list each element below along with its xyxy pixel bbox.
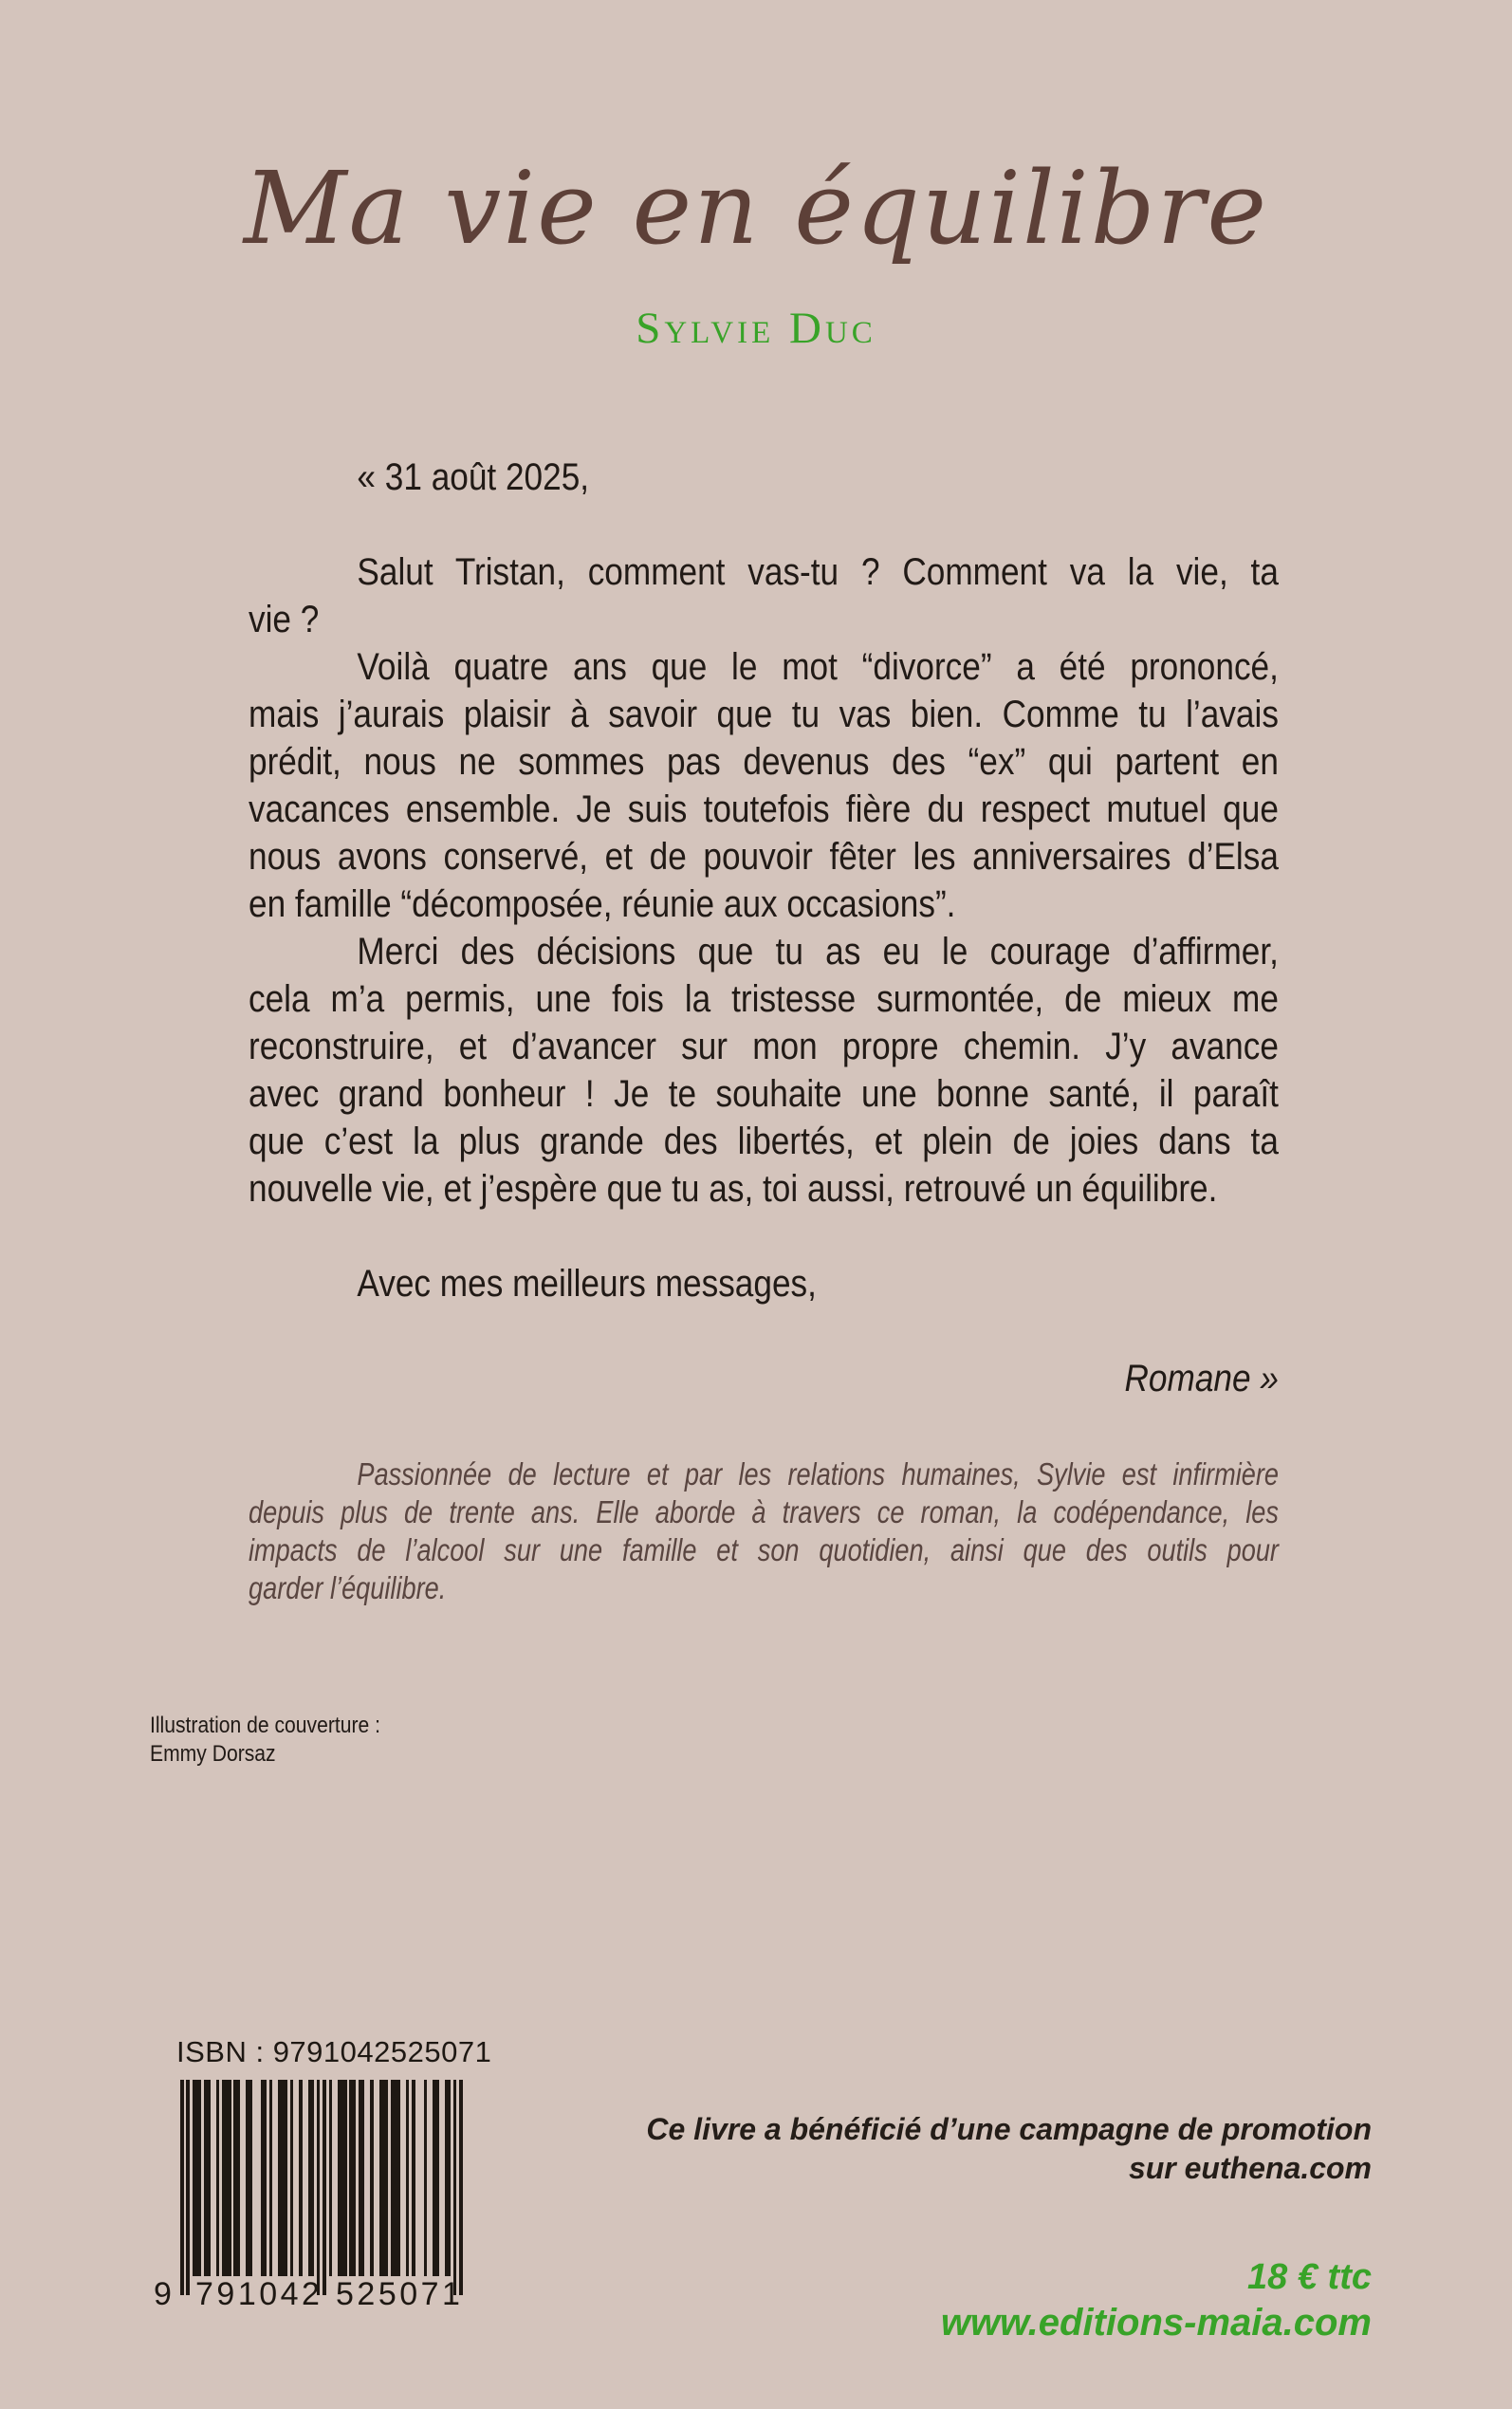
paragraph-gap <box>249 501 1279 548</box>
letter-line: Romane » <box>1124 1358 1279 1399</box>
barcode-bar <box>180 2080 184 2295</box>
letter-line: nous avons conservé, et de pouvoir fêter les anniversaires d’Elsa <box>249 836 1279 878</box>
barcode-digits-right: 525071 <box>336 2276 464 2312</box>
promo-note <box>646 2110 1372 2188</box>
isbn-text: ISBN : 9791042525071 <box>176 2035 492 2068</box>
barcode-bar <box>264 2080 267 2276</box>
barcode-bar <box>198 2080 202 2276</box>
bio-line: garder l’équilibre. <box>249 1570 447 1605</box>
barcode-digits-left: 791042 <box>195 2276 323 2312</box>
letter-text <box>249 454 1279 1402</box>
barcode-bar <box>329 2080 333 2276</box>
bio-line: impacts de l’alcool sur une famille et son quotidien, ainsi que des outils pour <box>249 1532 1279 1567</box>
letter-line: Avec mes meilleurs messages, <box>357 1263 817 1305</box>
barcode-bar <box>435 2080 439 2276</box>
barcode-bar <box>323 2080 326 2295</box>
promo-line: Ce livre a bénéficié d’une campagne de promotion <box>646 2112 1372 2146</box>
ean-barcode <box>154 2080 464 2313</box>
illustration-credit-label: Illustration de couverture : <box>150 1713 381 1738</box>
barcode-bar <box>285 2080 288 2276</box>
barcode-bar <box>290 2080 294 2276</box>
bio-line: Passionnée de lecture et par les relations humaines, Sylvie est infirmière <box>357 1456 1279 1492</box>
barcode-bar <box>459 2080 463 2295</box>
letter-line: « 31 août 2025, <box>357 456 590 498</box>
barcode-digit-first: 9 <box>154 2276 172 2312</box>
letter-line: Voilà quatre ans que le mot “divorce” a été prononcé, <box>357 646 1279 688</box>
barcode-bars <box>180 2080 463 2296</box>
barcode-bar <box>361 2080 365 2276</box>
letter-line: en famille “décomposée, réunie aux occasions”. <box>249 883 956 925</box>
letter-line: mais j’aurais plaisir à savoir que tu vas bien. Comme tu l’avais <box>249 694 1279 735</box>
barcode-bar <box>406 2080 410 2276</box>
letter-line: vie ? <box>249 599 320 640</box>
barcode-bar <box>186 2080 190 2295</box>
barcode-bar <box>412 2080 415 2276</box>
letter-line: Salut Tristan, comment vas-tu ? Comment va la vie, ta <box>357 551 1279 593</box>
letter-line: cela m’a permis, une fois la tristesse surmontée, de mieux me <box>249 978 1279 1020</box>
barcode-bar <box>448 2080 452 2276</box>
barcode-bar <box>299 2080 303 2276</box>
letter-line: avec grand bonheur ! Je te souhaite une bonne santé, il paraît <box>249 1073 1279 1115</box>
bio-line: depuis plus de trente ans. Elle aborde à travers ce roman, la codépendance, les <box>249 1494 1279 1529</box>
letter-line: Merci des décisions que tu as eu le courage d’affirmer, <box>357 931 1279 973</box>
barcode-bar <box>236 2080 240 2276</box>
author-name: Sylvie Duc <box>636 304 876 353</box>
letter-line: vacances ensemble. Je suis toutefois fière du respect mutuel que <box>249 788 1279 830</box>
barcode-bar <box>453 2080 457 2295</box>
illustration-credit <box>150 1712 651 1769</box>
letter-line: nouvelle vie, et j’espère que tu as, toi aussi, retrouvé un équilibre. <box>249 1168 1218 1210</box>
barcode-bar <box>216 2080 220 2276</box>
barcode-bar <box>424 2080 428 2276</box>
paragraph-gap <box>249 1213 1279 1260</box>
book-title: Ma vie en équilibre <box>243 150 1269 267</box>
price-text: 18 € ttc <box>1247 2257 1372 2297</box>
barcode-bar <box>370 2080 374 2276</box>
barcode-bar <box>396 2080 400 2276</box>
barcode-bar <box>343 2080 347 2276</box>
barcode-bar <box>207 2080 211 2276</box>
publisher-website: www.editions-maia.com <box>940 2302 1372 2344</box>
illustration-credit-name: Emmy Dorsaz <box>150 1741 276 1767</box>
author-bio <box>249 1455 1279 1607</box>
promo-line: sur euthena.com <box>1128 2151 1372 2185</box>
letter-line: que c’est la plus grande des libertés, et plein de joies dans ta <box>249 1121 1279 1162</box>
barcode-bar <box>228 2080 231 2276</box>
barcode-bar <box>311 2080 315 2276</box>
paragraph-gap <box>249 1307 1279 1355</box>
barcode-bar <box>353 2080 357 2276</box>
barcode-bar <box>385 2080 389 2276</box>
barcode-bar <box>249 2080 252 2276</box>
letter-line: reconstruire, et d’avancer sur mon propre chemin. J’y avance <box>249 1026 1279 1067</box>
barcode-bar <box>317 2080 321 2295</box>
letter-line: prédit, nous ne sommes pas devenus des “ex” qui partent en <box>249 741 1279 783</box>
barcode-bar <box>269 2080 273 2276</box>
